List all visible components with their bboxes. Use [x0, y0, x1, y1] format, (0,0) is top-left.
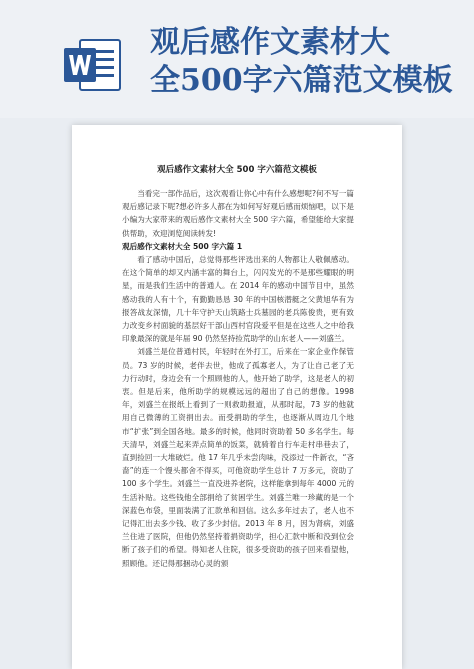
- banner: [0, 0, 474, 118]
- body-paragraph-1: 看了感动中国后，总觉得那些评选出来的人物都让人敬佩感动。在这个简单的却又内涵丰富的舞台上，闪闪发光的不是那些耀眼的明星，而是我们生活中的普通人。在 2014 年的感动中国节目中，虽然感动我的人有十个，有勤勤恳恳 30 年的中国核潜艇之父黄旭华有为报答战友深情，几十年守护天山筑路士兵墓园的老兵陈俊贵，更有致力改变乡村面貌的基层好干部山西村官段爱平但是在这些人之中给我印象最深的就是年届 90 仍然坚持捡荒助学的山东老人——刘盛兰。: [122, 255, 354, 344]
- banner-title-line-2: 全500字六篇范文模板: [150, 63, 453, 98]
- document-body: [122, 187, 354, 570]
- body-paragraph-2: 刘盛兰是位普通村民，年轻时在外打工，后来在一家企业作保管员。73 岁的时候，老伴去世，他成了孤寡老人，为了让自己老了无力行动时，身边会有一个照顾他的人，他开始了助学，这是老人的初衷。但是后来，他所助学的规模远远的超出了自己的想像。1998 年，刘盛兰在报纸上看到了一则救助报道，从那时起，73 岁的他就用自己微薄的工资捐出去。而受捐助的学生，也逐渐从周边几个地市“扩张”到全国各地。最多的时候，他同时资助着 50 多名学生。每天清早，刘盛兰起来弄点简单的饭菜，就骑着自行车走村串巷去了，直到捡回一大堆破烂。他 17 年几乎未尝肉味，没添过一件新衣，“吝啬”的连一个馒头都舍不得买，可他资助学生总计 7 万多元，资助了 100 多个学生。刘盛兰一直没进养老院，这样能拿到每年 4000 元的生活补贴。这些钱他全部捐给了贫困学生。刘盛兰唯一珍藏的是一个深蓝色布袋，里面装满了汇款单和回信。这么多年过去了，老人也不记得汇出去多少钱、收了多少封信。2013 年 8 月，因为肾病，刘盛兰住进了医院，但他仍然坚持着捐资助学，担心汇款中断和没到位会断了孩子们的希望。得知老人住院，很多受资助的孩子回来看望他，照顾他。还记得那捆动心灵的颁: [122, 347, 354, 568]
- banner-title: [150, 24, 470, 100]
- intro-paragraph: 当看完一部作品后，这次观看让你心中有什么感想呢?何不写一篇观后感记录下呢?想必许多人都在为如何写好观后感而烦恼吧，以下是小编为大家带来的观后感作文素材大全 500 字六篇，希望能给大家提供帮助，欢迎浏览阅读转发!: [122, 189, 354, 238]
- word-document-icon: [62, 36, 122, 94]
- section-heading: 观后感作文素材大全 500 字六篇 1: [122, 241, 243, 251]
- document-title: 观后感作文素材大全 500 字六篇范文模板: [157, 165, 317, 175]
- document-page: [72, 125, 402, 669]
- banner-title-line-1: 观后感作文素材大: [150, 25, 390, 60]
